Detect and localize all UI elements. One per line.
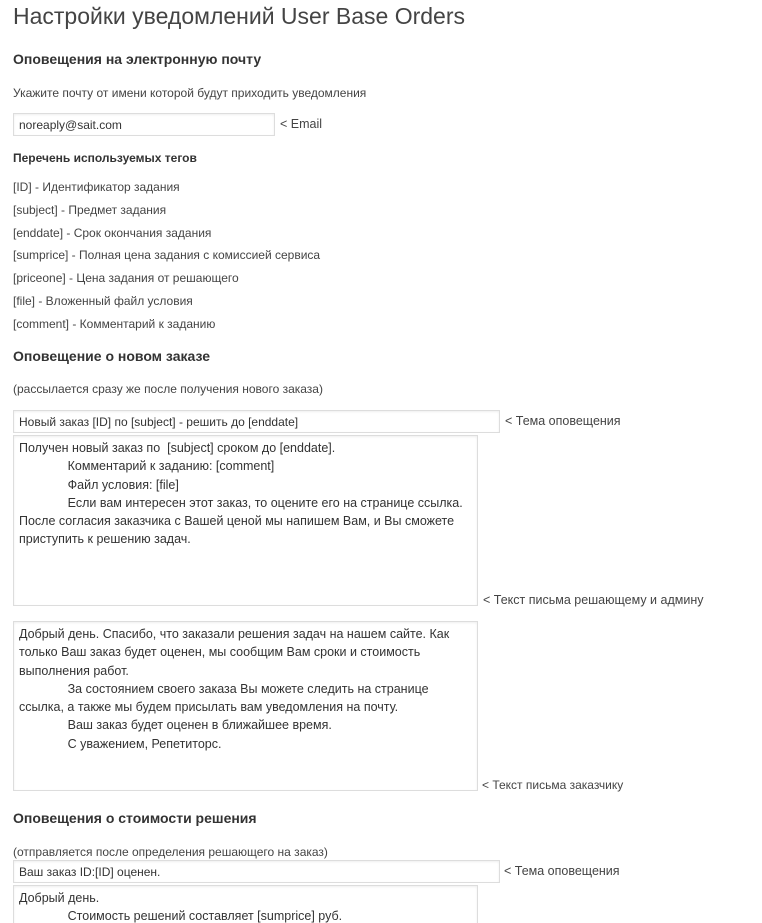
solver-message-label: < Текст письма решающему и админу [483,593,704,607]
price-message-textarea[interactable] [13,885,478,923]
page-title: Настройки уведомлений User Base Orders [13,3,465,29]
solver-message-textarea[interactable] [13,435,478,606]
tag-item-file: [file] - Вложенный файл условия [13,294,193,308]
email-section-title: Оповещения на электронную почту [13,51,262,67]
new-order-section-title: Оповещение о новом заказе [13,348,211,364]
email-input[interactable] [13,113,275,136]
price-section-note: (отправляется после определения решающего на заказ) [13,845,328,859]
price-subject-input[interactable] [13,860,500,883]
tags-heading: Перечень используемых тегов [13,151,197,165]
tag-item-sumprice: [sumprice] - Полная цена задания с комиссией сервиса [13,248,321,262]
price-section-title: Оповещения о стоимости решения [13,810,257,826]
tag-item-enddate: [enddate] - Срок окончания задания [13,226,212,240]
customer-message-textarea[interactable] [13,621,478,791]
new-order-subject-input[interactable] [13,410,500,433]
price-subject-label: < Тема оповещения [504,864,620,878]
new-order-subject-label: < Тема оповещения [505,414,621,428]
tag-item-comment: [comment] - Комментарий к заданию [13,317,216,331]
email-field-label: < Email [280,117,323,131]
tag-item-subject: [subject] - Предмет задания [13,203,167,217]
new-order-note: (рассылается сразу же после получения нового заказа) [13,382,323,396]
tag-item-priceone: [priceone] - Цена задания от решающего [13,271,239,285]
tag-item-id: [ID] - Идентификатор задания [13,180,180,194]
customer-message-label: < Текст письма заказчику [482,778,624,792]
email-section-description: Укажите почту от имени которой будут приходить уведомления [13,86,367,100]
